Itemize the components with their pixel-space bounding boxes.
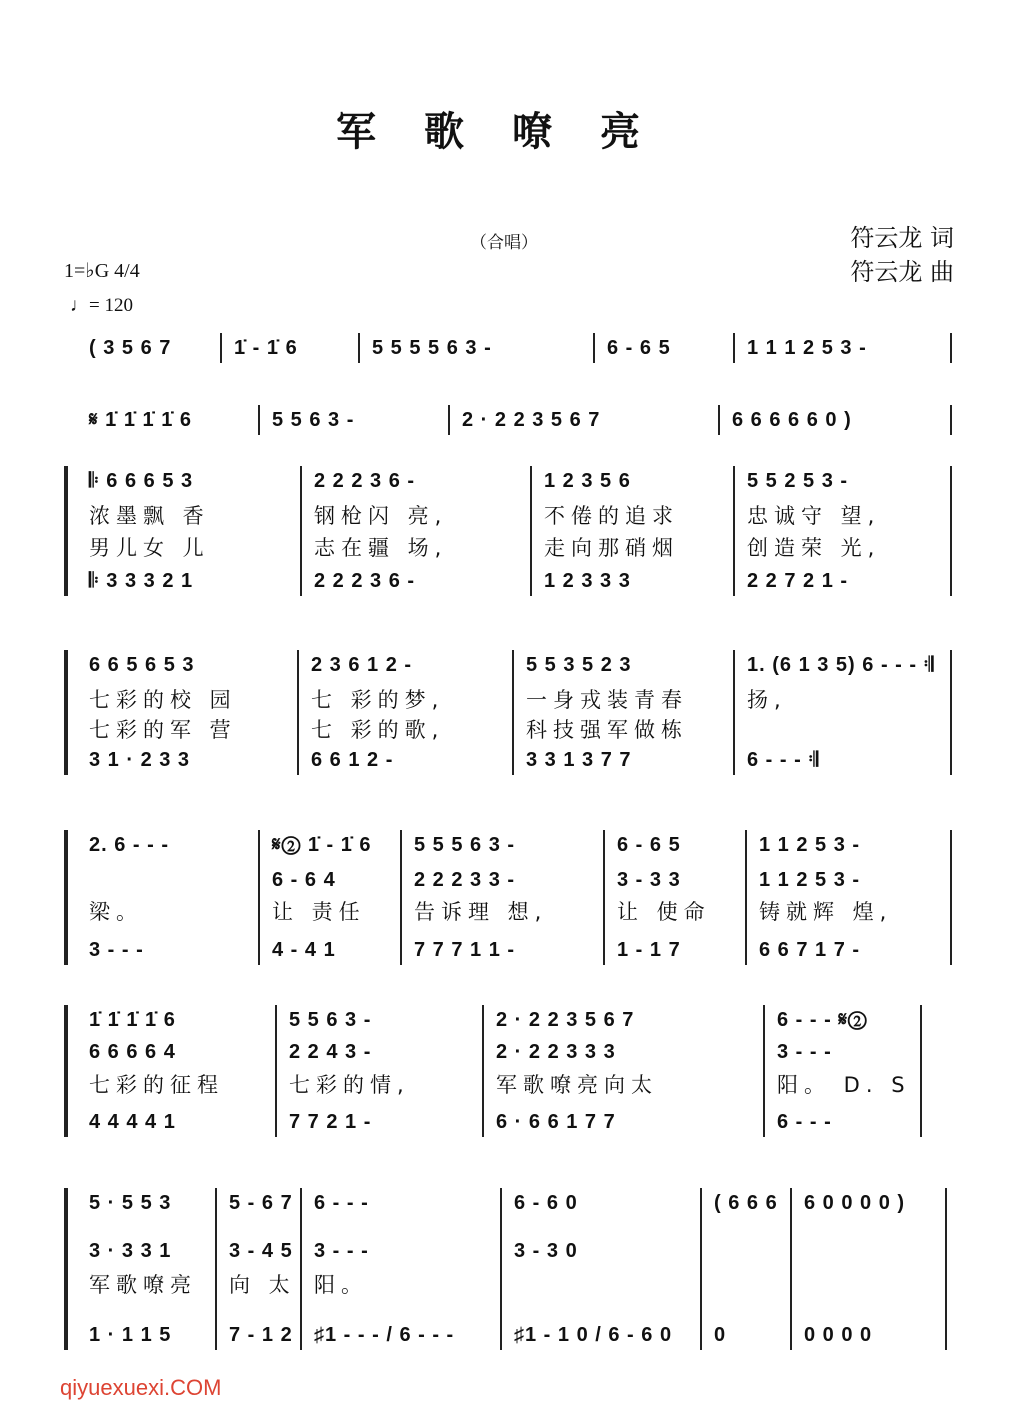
lyric-measure: 忠诚守 望, <box>747 504 881 528</box>
measure: 3 1 · 2 3 3 <box>89 749 191 771</box>
measure: 4 - 4 1 <box>272 939 336 961</box>
lyric-line <box>0 1270 1024 1300</box>
measure: 5 5 3 5 2 3 <box>526 654 632 676</box>
measure: ♯1 - - - / 6 - - - <box>314 1324 455 1346</box>
lyric-line <box>0 1070 1024 1100</box>
measure: 1̇ 1̇ 1̇ 1̇ 6 <box>89 1009 176 1031</box>
composer: 符云龙 曲 <box>850 258 954 286</box>
notation-line <box>0 1236 1024 1266</box>
measure: 1 · 1 1 5 <box>89 1324 172 1346</box>
lyric-measure: 走向那硝烟 <box>544 536 679 560</box>
measure: 7 7 2 1 - <box>289 1111 372 1133</box>
measure: 0 <box>714 1324 727 1346</box>
measure: 6 0 0 0 0 ) <box>804 1192 906 1214</box>
lyric-measure: 让 责任 <box>272 900 366 924</box>
measure: 2 2 2 3 6 - <box>314 570 416 592</box>
measure: 1 1 1 2 5 3 - <box>747 337 867 359</box>
measure <box>75 865 258 895</box>
notation-line <box>0 566 1024 596</box>
measure: 6 - - - 𝄇 <box>747 749 820 771</box>
lyric-measure: 让 使命 <box>617 900 711 924</box>
lyric-measure: 七彩的校 园 <box>89 688 237 712</box>
measure: 6 - 6 0 <box>514 1192 578 1214</box>
lyric-measure: 浓墨飘 香 <box>89 504 210 528</box>
notation-line <box>0 650 1024 680</box>
measure: 5 5 5 5 6 3 - <box>372 337 492 359</box>
measure <box>700 1236 790 1266</box>
measure: ( 6 6 6 <box>714 1192 778 1214</box>
measure: 2. 6 - - - <box>89 834 170 856</box>
lyric-measure: 志在疆 场, <box>314 536 448 560</box>
notation-line <box>0 333 1024 363</box>
measure: 6 - - - <box>314 1192 369 1214</box>
lyric-measure: 不倦的追求 <box>544 504 679 528</box>
measure: 5 5 6 3 - <box>272 409 355 431</box>
measure: ( 3 5 6 7 <box>89 337 172 359</box>
lyric-measure: 七彩的情, <box>289 1073 410 1097</box>
lyric-measure <box>700 1270 790 1300</box>
measure <box>790 1236 945 1266</box>
measure: 6 - - - <box>777 1111 832 1133</box>
lyric-measure: 军歌嘹亮向太 <box>496 1073 658 1097</box>
measure: 6 - 6 4 <box>272 869 336 891</box>
tempo-marking: ♩= 120 <box>70 295 133 316</box>
measure: 1 1 2 5 3 - <box>759 834 861 856</box>
lyric-measure <box>500 1270 700 1300</box>
measure: 1 2 3 5 6 <box>544 470 631 492</box>
measure: 3 - - - <box>89 939 144 961</box>
measure: 3 - - - <box>314 1240 369 1262</box>
notation-line <box>0 405 1024 435</box>
watermark: qiyuexuexi.COM <box>60 1375 222 1400</box>
song-title: 军歌嘹亮 <box>336 109 688 155</box>
lyric-measure: 七彩的征程 <box>89 1073 224 1097</box>
lyric-measure: 铸就辉 煌, <box>759 900 893 924</box>
measure: 2 3 6 1 2 - <box>311 654 413 676</box>
subtitle: （合唱） <box>470 233 538 253</box>
lyric-measure: 一身戎装青春 <box>526 688 688 712</box>
measure: 𝄆 3 3 3 2 1 <box>89 570 194 592</box>
notation-line <box>0 1188 1024 1218</box>
measure: 1. (6 1 3 5) 6 - - - 𝄇 <box>747 654 935 676</box>
measure: 1 - 1 7 <box>617 939 681 961</box>
measure: 6 6 5 6 5 3 <box>89 654 195 676</box>
measure: 6 - 6 5 <box>617 834 681 856</box>
measure: 2 2 4 3 - <box>289 1041 372 1063</box>
lyric-measure: 向 太 <box>229 1273 296 1297</box>
measure: 1 1 2 5 3 - <box>759 869 861 891</box>
measure: 3 3 1 3 7 7 <box>526 749 632 771</box>
measure: 2 · 2 2 3 3 3 <box>496 1041 616 1063</box>
measure: 7 - 1 2 <box>229 1324 293 1346</box>
lyric-measure <box>790 1270 945 1300</box>
measure: 6 6 6 6 6 0 ) <box>732 409 852 431</box>
lyric-measure: 七 彩的梦, <box>311 688 445 712</box>
notation-line <box>0 1320 1024 1350</box>
lyricist: 符云龙 词 <box>850 224 954 252</box>
lyric-measure: 男儿女 儿 <box>89 536 210 560</box>
lyric-measure: 科技强军做栋 <box>526 718 688 742</box>
measure: 5 5 6 3 - <box>289 1009 372 1031</box>
measure: 𝄋② 1̇ - 1̇ 6 <box>272 834 372 856</box>
measure: 2 2 2 3 3 - <box>414 869 516 891</box>
measure: 1 2 3 3 3 <box>544 570 631 592</box>
lyric-measure: 阳。 <box>314 1273 368 1297</box>
measure: 𝄆 6 6 6 5 3 <box>89 470 194 492</box>
lyric-measure <box>733 715 950 745</box>
lyric-measure: 钢枪闪 亮, <box>314 504 448 528</box>
measure: 6 6 6 6 4 <box>89 1041 176 1063</box>
notation-line <box>0 1107 1024 1137</box>
notation-line <box>0 935 1024 965</box>
measure: 3 · 3 3 1 <box>89 1240 172 1262</box>
lyric-measure: 七 彩的歌, <box>311 718 445 742</box>
measure: 1̇ - 1̇ 6 <box>234 337 298 359</box>
measure: 5 · 5 5 3 <box>89 1192 172 1214</box>
lyric-measure: 七彩的军 营 <box>89 718 237 742</box>
notation-line <box>0 1005 1024 1035</box>
measure: 3 - 3 0 <box>514 1240 578 1262</box>
measure: 𝄋 1̇ 1̇ 1̇ 1̇ 6 <box>89 409 192 431</box>
measure: 6 6 7 1 7 - <box>759 939 861 961</box>
measure: 7 7 7 1 1 - <box>414 939 516 961</box>
notation-line <box>0 830 1024 860</box>
lyric-measure: 阳。 D. S <box>777 1073 911 1097</box>
lyric-measure: 军歌嘹亮 <box>89 1273 197 1297</box>
measure: 5 - 6 7 <box>229 1192 293 1214</box>
measure: 5 5 2 5 3 - <box>747 470 849 492</box>
measure: 2 · 2 2 3 5 6 7 <box>496 1009 635 1031</box>
measure: 6 6 1 2 - <box>311 749 394 771</box>
notation-line <box>0 1037 1024 1067</box>
lyric-measure: 创造荣 光, <box>747 536 881 560</box>
lyric-line <box>0 685 1024 715</box>
measure: 3 - 4 5 <box>229 1240 293 1262</box>
measure: 2 2 7 2 1 - <box>747 570 849 592</box>
lyric-measure: 告诉理 想, <box>414 900 548 924</box>
lyric-line <box>0 897 1024 927</box>
measure: 0 0 0 0 <box>804 1324 873 1346</box>
measure: ♯1 - 1 0 / 6 - 6 0 <box>514 1324 673 1346</box>
lyric-line <box>0 533 1024 563</box>
lyric-line <box>0 501 1024 531</box>
measure: 2 · 2 2 3 5 6 7 <box>462 409 601 431</box>
lyric-measure: 扬, <box>747 688 787 712</box>
measure: 3 - - - <box>777 1041 832 1063</box>
measure: 6 · 6 6 1 7 7 <box>496 1111 616 1133</box>
key-signature: 1=♭G 4/4 <box>64 260 140 282</box>
lyric-line <box>0 715 1024 745</box>
notation-line <box>0 466 1024 496</box>
measure: 6 - 6 5 <box>607 337 671 359</box>
notation-line <box>0 745 1024 775</box>
measure: 3 - 3 3 <box>617 869 681 891</box>
lyric-measure: 梁。 <box>89 900 143 924</box>
measure: 6 - - - 𝄋② <box>777 1009 868 1031</box>
measure: 4 4 4 4 1 <box>89 1111 176 1133</box>
notation-line <box>0 865 1024 895</box>
measure: 5 5 5 6 3 - <box>414 834 516 856</box>
measure: 2 2 2 3 6 - <box>314 470 416 492</box>
